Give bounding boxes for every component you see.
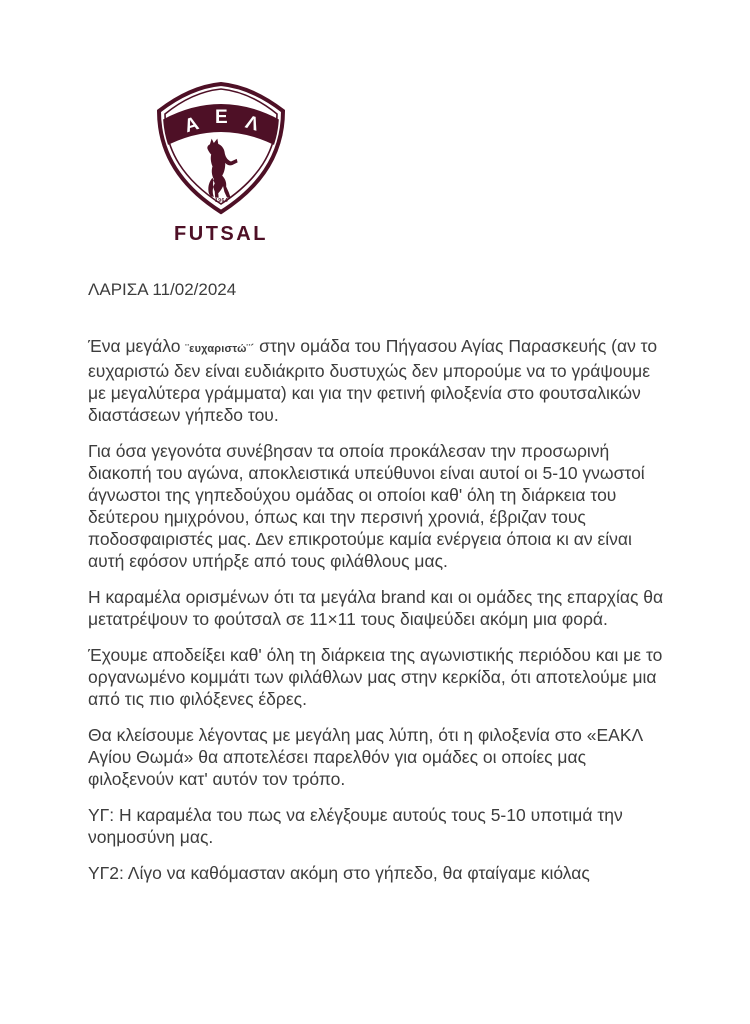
paragraph-thanks-rest: στην ομάδα του Πήγασου Αγίας Παρασκευής (αν το ευχαριστώ δεν είναι ευδιάκριτο δυστυχώς δεν μπορούμε να το γράψουμε με μεγαλύτερα γράμματα) και για την φετινή φιλοξενία στο φουτσαλικών διαστάσεων γήπεδο του. (88, 336, 658, 425)
paragraph-thanks-lead: Ένα μεγάλο (88, 336, 186, 356)
paragraph-postscript-2: ΥΓ2: Λίγο να καθόμασταν ακόμη στο γήπεδο, θα φταίγαμε κιόλας (88, 863, 590, 883)
crest-letter-alpha: Α (182, 113, 202, 138)
paragraph-brand: Η καραμέλα ορισμένων ότι τα μεγάλα brand και οι ομάδες της επαρχίας θα μετατρέψουν το φούτσαλ σε 11×11 τους διαψεύδει ακόμη μια φορά. (88, 587, 664, 629)
dateline: ΛΑΡΙΣΑ 11/02/2024 (88, 280, 237, 299)
paragraph-closing: Θα κλείσουμε λέγοντας με μεγάλη μας λύπη, ότι η φιλοξενία στο «ΕΑΚΛ Αγίου Θωμά» θα αποτελέσει παρελθόν για ομάδες οι οποίες μας φιλοξενούν κατ' αυτόν τον τρόπο. (88, 725, 643, 789)
paragraph-incidents: Για όσα γεγονότα συνέβησαν τα οποία προκάλεσαν την προσωρινή διακοπή του αγώνα, αποκλειστικά υπεύθυνοι είναι αυτοί οι 5-10 γνωστοί άγνωστοι της γηπεδούχου ομάδας οι οποίοι καθ' όλη τη διάρκεια του δεύτερου ημιχρόνου, όπως και την περσινή χρονιά, έβριζαν τους ποδοσφαιριστές μας. Δεν επικροτούμε καμία ενέργεια όποια κι αν είναι αυτή εφόσον υπήρξε από τους φιλάθλους μας. (88, 441, 645, 571)
paragraph-hospitality: Έχουμε αποδείξει καθ' όλη τη διάρκεια της αγωνιστικής περιόδου και με το οργανωμένο κομμάτι των φιλάθλων μας στην κερκίδα, ότι αποτελούμε μια από τις πιο φιλόξενες έδρες. (88, 645, 663, 709)
small-thanks-word: ¨ευχαριστώ¨´ (185, 343, 255, 355)
crest-letter-lambda: Λ (242, 111, 262, 136)
crest-year-label: 1964 (215, 198, 229, 204)
club-logo (155, 80, 287, 246)
paragraph-thanks (88, 335, 668, 426)
paragraph-postscript-1: ΥΓ: Η καραμέλα του πως να ελέγξουμε αυτούς τους 5-10 υποτιμά την νοημοσύνη μας. (88, 805, 623, 847)
crest-letter-epsilon: Ε (215, 107, 228, 128)
letter-body (88, 335, 668, 898)
futsal-wordmark: FUTSAL (174, 223, 268, 245)
club-crest-icon (155, 80, 287, 218)
